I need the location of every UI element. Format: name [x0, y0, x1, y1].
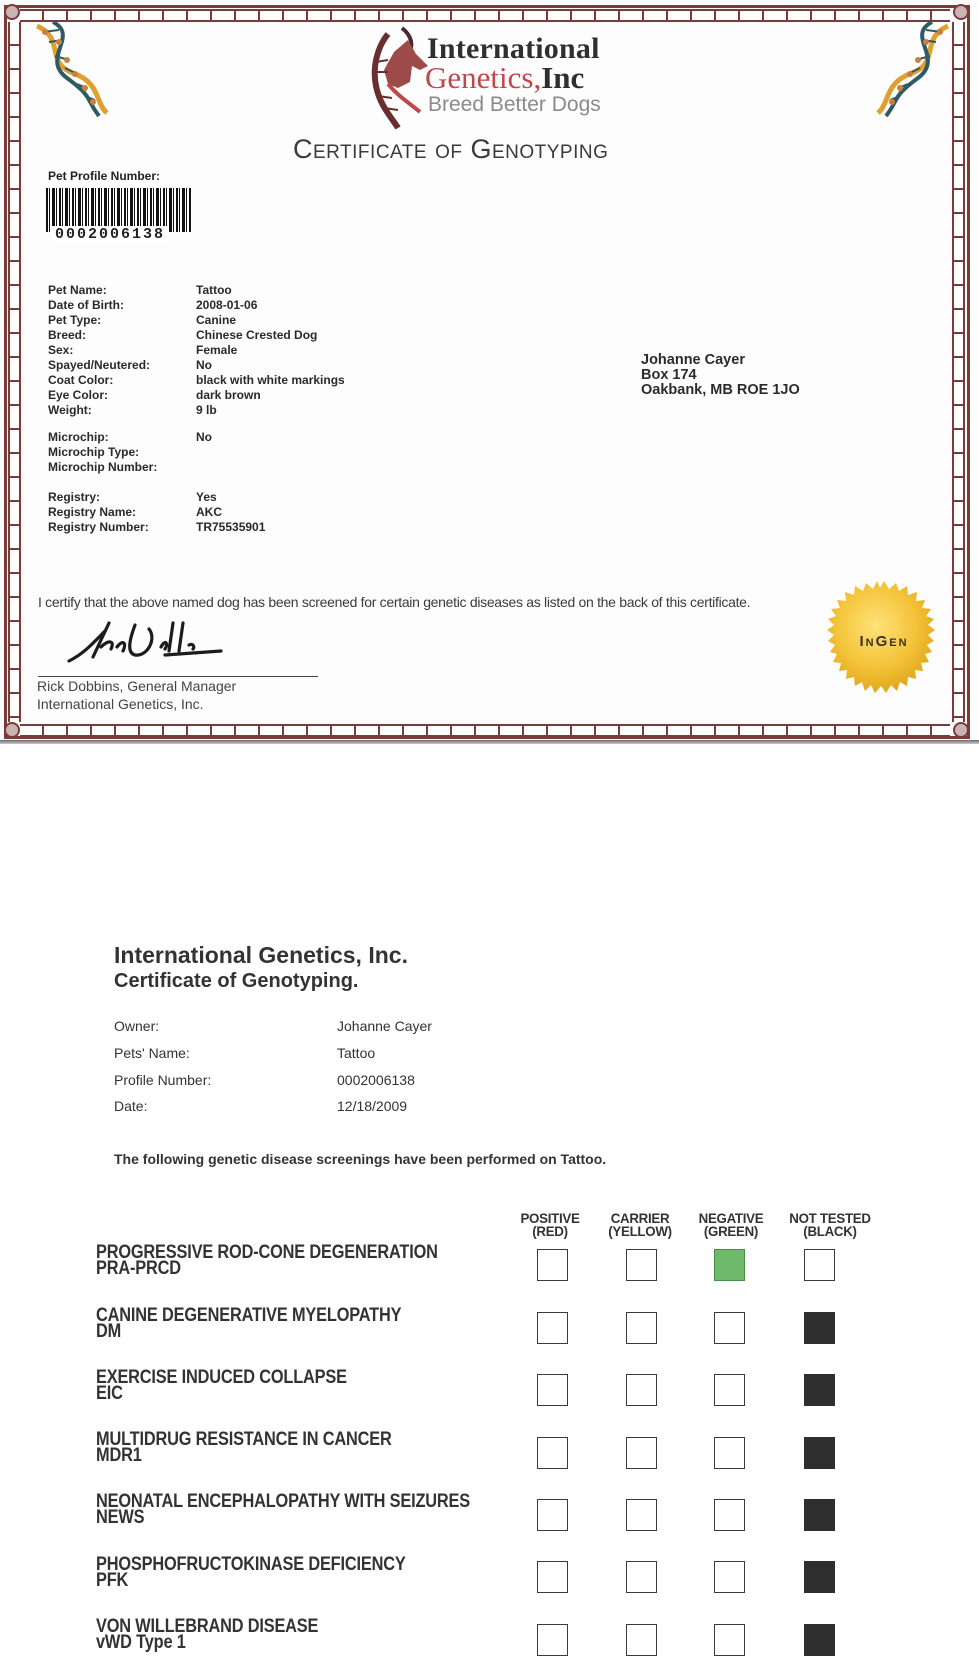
- disease-label: PHOSPHOFRUCTOKINASE DEFICIENCY PFK: [96, 1554, 406, 1591]
- disease-label: CANINE DEGENERATIVE MYELOPATHY DM: [96, 1305, 402, 1342]
- result-box-carrier: [626, 1374, 657, 1406]
- owner-address: [641, 353, 800, 398]
- disease-label: NEONATAL ENCEPHALOPATHY WITH SEIZURES NEWS: [96, 1491, 471, 1528]
- info-value: 0002006138: [337, 1072, 415, 1088]
- result-box-not-tested-checked: [804, 1312, 835, 1344]
- field-value: 9 lb: [196, 403, 217, 417]
- result-box-negative: [714, 1437, 745, 1469]
- certificate-title: Certificate of Genotyping: [293, 134, 609, 164]
- owner-name: Johanne Cayer: [641, 352, 745, 368]
- result-box-negative: [714, 1561, 745, 1593]
- field-value: AKC: [196, 505, 222, 519]
- disease-label: VON WILLEBRAND DISEASE vWD Type 1: [96, 1616, 319, 1653]
- field-value: No: [196, 430, 212, 444]
- result-box-not-tested-checked: [804, 1499, 835, 1531]
- result-box-positive: [537, 1249, 568, 1281]
- logo-tagline: Breed Better Dogs: [428, 93, 601, 116]
- corner-ornament-icon: [4, 722, 20, 738]
- signature-line: [38, 676, 318, 677]
- field-label: Date of Birth:: [48, 298, 124, 312]
- column-header-negative: NEGATIVE (GREEN): [698, 1210, 764, 1239]
- dna-helix-icon: [870, 18, 960, 118]
- results-title: Certificate of Genotyping.: [114, 970, 359, 992]
- field-value: TR75535901: [196, 520, 266, 534]
- seal-label: InGen: [859, 633, 909, 650]
- barcode-number: 0002006138: [52, 226, 168, 243]
- corner-ornament-icon: [4, 4, 20, 20]
- pet-profile-number-label: Pet Profile Number:: [48, 169, 161, 183]
- result-box-positive: [537, 1437, 568, 1469]
- field-label: Microchip Type:: [48, 445, 140, 459]
- border-rail-bottom: [20, 724, 950, 737]
- border-rail-right: [952, 22, 965, 722]
- info-value: Tattoo: [337, 1045, 376, 1061]
- result-box-carrier: [626, 1249, 657, 1281]
- field-label: Coat Color:: [48, 373, 114, 387]
- result-box-carrier: [626, 1312, 657, 1344]
- info-value: Johanne Cayer: [337, 1018, 432, 1034]
- result-box-negative: [714, 1374, 745, 1406]
- owner-address-line2: Oakbank, MB ROE 1JO: [641, 382, 800, 398]
- border-rail-top: [20, 9, 950, 22]
- disease-label: EXERCISE INDUCED COLLAPSE EIC: [96, 1367, 347, 1404]
- dog-dna-logo-icon: [358, 26, 430, 130]
- dna-helix-icon: [25, 18, 115, 118]
- result-box-positive: [537, 1561, 568, 1593]
- field-value: No: [196, 358, 212, 372]
- disease-label: PROGRESSIVE ROD-CONE DEGENERATION PRA-PRCD: [96, 1242, 438, 1279]
- result-box-carrier: [626, 1437, 657, 1469]
- logo-text-international: International: [427, 32, 600, 65]
- result-box-carrier: [626, 1561, 657, 1593]
- result-box-positive: [537, 1312, 568, 1344]
- result-box-positive: [537, 1374, 568, 1406]
- corner-ornament-icon: [953, 722, 969, 738]
- result-box-not-tested-checked: [804, 1374, 835, 1406]
- signer-name-title: Rick Dobbins, General Manager: [37, 678, 237, 694]
- result-box-carrier: [626, 1624, 657, 1656]
- field-value: dark brown: [196, 388, 261, 402]
- signer-company: International Genetics, Inc.: [37, 696, 204, 712]
- column-header-not-tested: NOT TESTED (BLACK): [789, 1210, 871, 1239]
- result-box-not-tested-checked: [804, 1624, 835, 1656]
- info-label: Profile Number:: [114, 1072, 212, 1088]
- field-value: Tattoo: [196, 283, 232, 297]
- field-label: Registry Name:: [48, 505, 137, 519]
- result-box-not-tested-checked: [804, 1437, 835, 1469]
- certification-statement: I certify that the above named dog has been screened for certain genetic diseases as listed on the back of this certificate.: [38, 594, 751, 610]
- results-company-name: International Genetics, Inc.: [114, 942, 408, 968]
- info-value: 12/18/2009: [337, 1098, 408, 1114]
- field-label: Pet Name:: [48, 283, 107, 297]
- info-label: Date:: [114, 1098, 148, 1114]
- field-label: Registry Number:: [48, 520, 149, 534]
- field-value: black with white markings: [196, 373, 345, 387]
- field-label: Sex:: [48, 343, 74, 357]
- page-edge-shadow: [0, 740, 979, 744]
- field-label: Microchip Number:: [48, 460, 158, 474]
- field-label: Weight:: [48, 403, 92, 417]
- result-box-positive: [537, 1624, 568, 1656]
- border-rail-left: [8, 22, 21, 722]
- field-label: Spayed/Neutered:: [48, 358, 151, 372]
- result-box-negative: [714, 1312, 745, 1344]
- screening-intro: The following genetic disease screenings have been performed on Tattoo.: [114, 1151, 607, 1167]
- field-label: Eye Color:: [48, 388, 109, 402]
- result-box-positive: [537, 1499, 568, 1531]
- certificate-front-page: [0, 0, 979, 745]
- result-box-carrier: [626, 1499, 657, 1531]
- field-label: Microchip:: [48, 430, 109, 444]
- owner-address-line1: Box 174: [641, 367, 697, 383]
- result-box-negative: [714, 1499, 745, 1531]
- disease-label: MULTIDRUG RESISTANCE IN CANCER MDR1: [96, 1429, 392, 1466]
- column-header-carrier: CARRIER (YELLOW): [608, 1210, 672, 1239]
- info-label: Pets' Name:: [114, 1045, 190, 1061]
- field-value: Chinese Crested Dog: [196, 328, 318, 342]
- result-box-negative: [714, 1624, 745, 1656]
- signature-image: [65, 617, 225, 667]
- result-box-negative-checked: [714, 1249, 745, 1281]
- field-value: Female: [196, 343, 238, 357]
- result-box-not-tested: [804, 1249, 835, 1281]
- info-label: Owner:: [114, 1018, 160, 1034]
- column-header-positive: POSITIVE (RED): [520, 1210, 580, 1239]
- logo-text-genetics: Genetics,Inc: [425, 60, 585, 95]
- field-value: Yes: [196, 490, 217, 504]
- field-label: Registry:: [48, 490, 101, 504]
- field-value: 2008-01-06: [196, 298, 258, 312]
- result-box-not-tested-checked: [804, 1561, 835, 1593]
- field-label: Pet Type:: [48, 313, 102, 327]
- field-value: Canine: [196, 313, 237, 327]
- field-label: Breed:: [48, 328, 87, 342]
